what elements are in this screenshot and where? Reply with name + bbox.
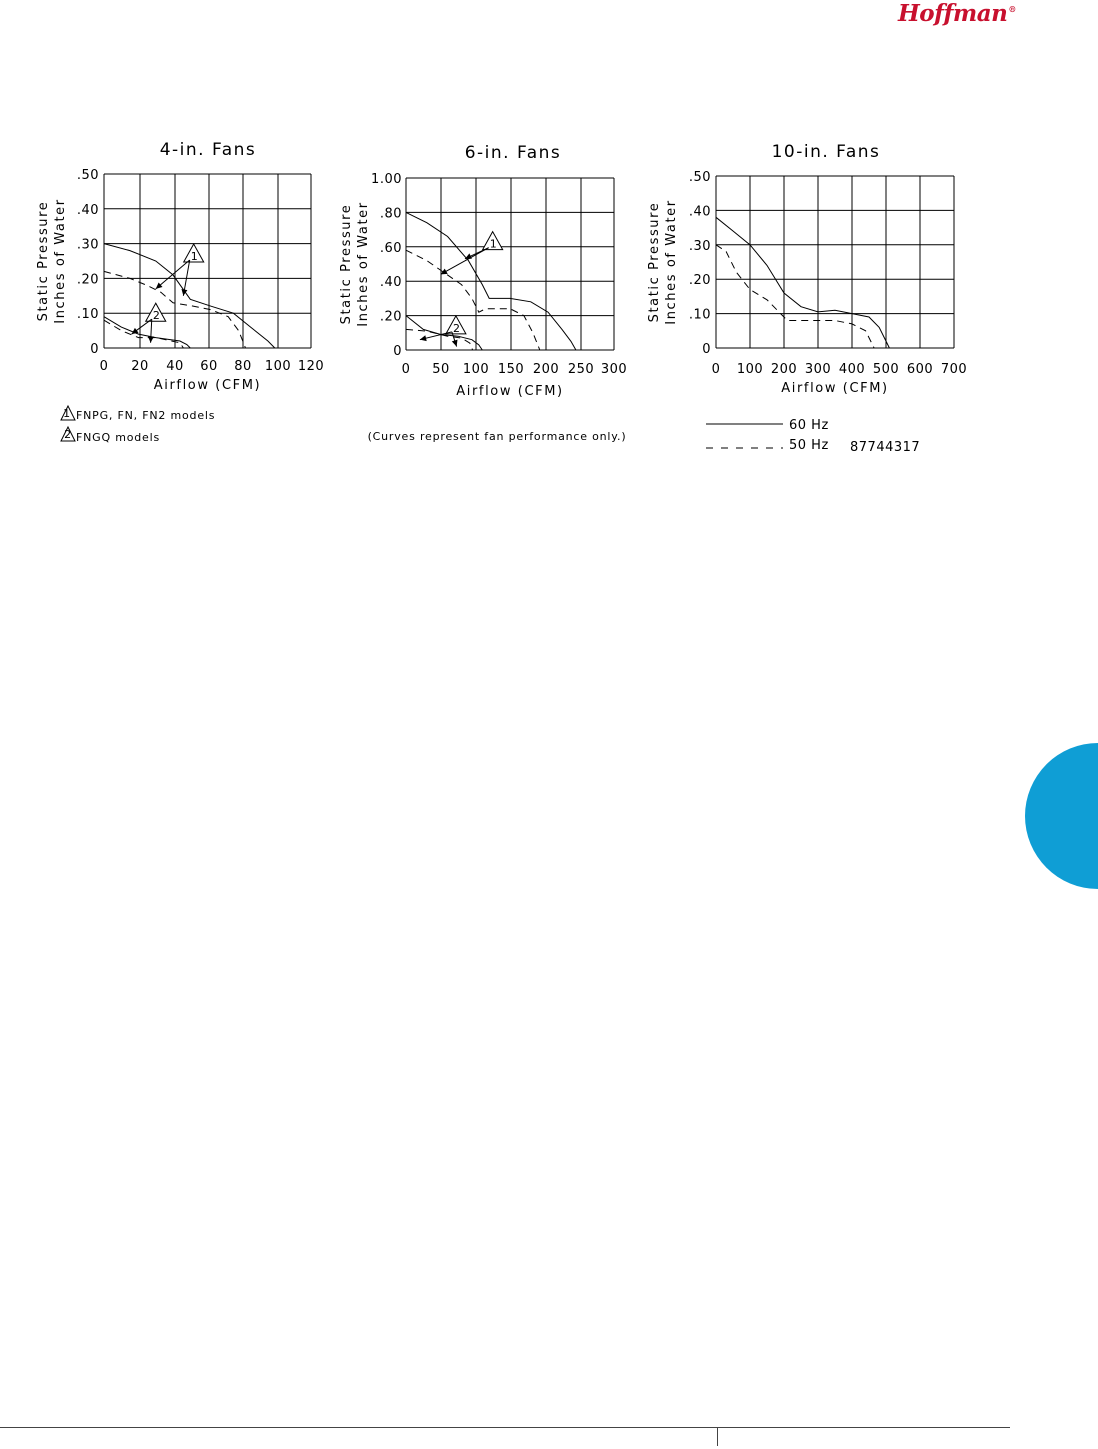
performance-note: (Curves represent fan performance only.) — [367, 430, 627, 443]
x-tick-label: 50 — [432, 362, 450, 377]
callout-marker — [420, 316, 466, 347]
y-tick-label: .30 — [688, 238, 711, 254]
x-tick-label: 700 — [940, 362, 968, 377]
x-tick-label: 200 — [770, 362, 798, 377]
callout-number: 2 — [152, 309, 161, 323]
y-axis-label: Static Pressure — [339, 203, 354, 325]
section-tab — [1025, 743, 1098, 889]
y-axis-label: Static Pressure — [647, 201, 662, 323]
y-tick-label: 1.00 — [371, 172, 402, 187]
callout-1-number: 1 — [63, 407, 71, 420]
footer-rule — [0, 1427, 1010, 1428]
callout-leader — [156, 260, 190, 289]
legend-callout-2: FNGQ models — [76, 431, 161, 444]
legend-60hz-label: 60 Hz — [789, 418, 829, 433]
x-axis-label: Airflow (CFM) — [456, 384, 564, 399]
x-tick-label: 300 — [600, 362, 628, 377]
legend-callout-1: FNPG, FN, FN2 models — [76, 409, 216, 422]
part-number: 87744317 — [850, 440, 921, 455]
y-tick-label: .20 — [688, 273, 711, 289]
x-tick-label: 60 — [200, 359, 218, 374]
chart-3 — [647, 142, 967, 396]
callout-number: 2 — [453, 321, 461, 335]
callout-2-number: 2 — [64, 428, 72, 441]
arrowhead — [148, 336, 154, 342]
callout-number: 1 — [190, 250, 199, 264]
x-tick-label: 0 — [99, 359, 109, 374]
series-50hz-line — [716, 245, 874, 348]
chart-1 — [36, 140, 324, 393]
footer-divider — [717, 1428, 718, 1446]
callout-leader — [441, 248, 489, 275]
y-tick-label: .50 — [688, 170, 711, 185]
callout-marker — [441, 232, 503, 275]
x-tick-label: 120 — [297, 359, 325, 374]
x-tick-label: 100 — [736, 362, 764, 377]
x-tick-label: 40 — [166, 359, 184, 374]
arrowhead — [452, 340, 458, 347]
callout-marker — [156, 244, 204, 296]
y-tick-label: .40 — [688, 204, 711, 220]
y-axis-label: Inches of Water — [356, 201, 371, 327]
x-tick-label: 80 — [234, 359, 252, 374]
y-tick-label: .20 — [379, 309, 402, 325]
y-tick-label: .60 — [379, 240, 402, 256]
series-60hz-line — [716, 217, 889, 348]
x-tick-label: 20 — [131, 359, 149, 374]
x-tick-label: 100 — [462, 362, 490, 377]
chart-title: 4-in. Fans — [159, 140, 257, 160]
x-axis-label: Airflow (CFM) — [781, 381, 889, 396]
x-tick-label: 600 — [906, 362, 934, 377]
y-tick-label: .30 — [76, 237, 99, 253]
chart-title: 6-in. Fans — [464, 143, 562, 163]
x-tick-label: 100 — [264, 359, 292, 374]
series-60hz-line — [406, 316, 482, 350]
y-tick-label: .40 — [379, 275, 402, 291]
y-tick-label: .80 — [379, 206, 402, 222]
x-tick-label: 0 — [401, 362, 411, 377]
y-tick-label: .20 — [76, 272, 99, 288]
x-tick-label: 0 — [711, 362, 721, 377]
x-tick-label: 150 — [497, 362, 525, 377]
fan-performance-charts — [0, 0, 1098, 480]
legend — [61, 406, 920, 455]
y-axis-label: Inches of Water — [53, 198, 68, 324]
y-axis-label: Static Pressure — [36, 200, 51, 322]
y-tick-label: .40 — [76, 202, 99, 218]
y-tick-label: 0 — [90, 342, 99, 357]
callout-number: 1 — [489, 237, 498, 251]
x-tick-label: 500 — [872, 362, 900, 377]
y-axis-label: Inches of Water — [664, 199, 679, 325]
x-tick-label: 200 — [532, 362, 560, 377]
y-tick-label: 0 — [702, 342, 711, 357]
arrowhead — [420, 335, 427, 341]
logo-text: Hoffman — [898, 0, 1008, 27]
y-tick-label: .10 — [688, 307, 711, 323]
x-tick-label: 250 — [567, 362, 595, 377]
x-tick-label: 400 — [838, 362, 866, 377]
chart-title: 10-in. Fans — [771, 142, 881, 162]
y-tick-label: .50 — [76, 168, 99, 183]
y-tick-label: .10 — [76, 307, 99, 323]
registered-mark: ® — [1008, 4, 1016, 14]
y-tick-label: 0 — [393, 344, 402, 359]
legend-50hz-label: 50 Hz — [789, 438, 829, 453]
chart-2 — [339, 143, 627, 399]
x-tick-label: 300 — [804, 362, 832, 377]
x-axis-label: Airflow (CFM) — [153, 378, 262, 393]
